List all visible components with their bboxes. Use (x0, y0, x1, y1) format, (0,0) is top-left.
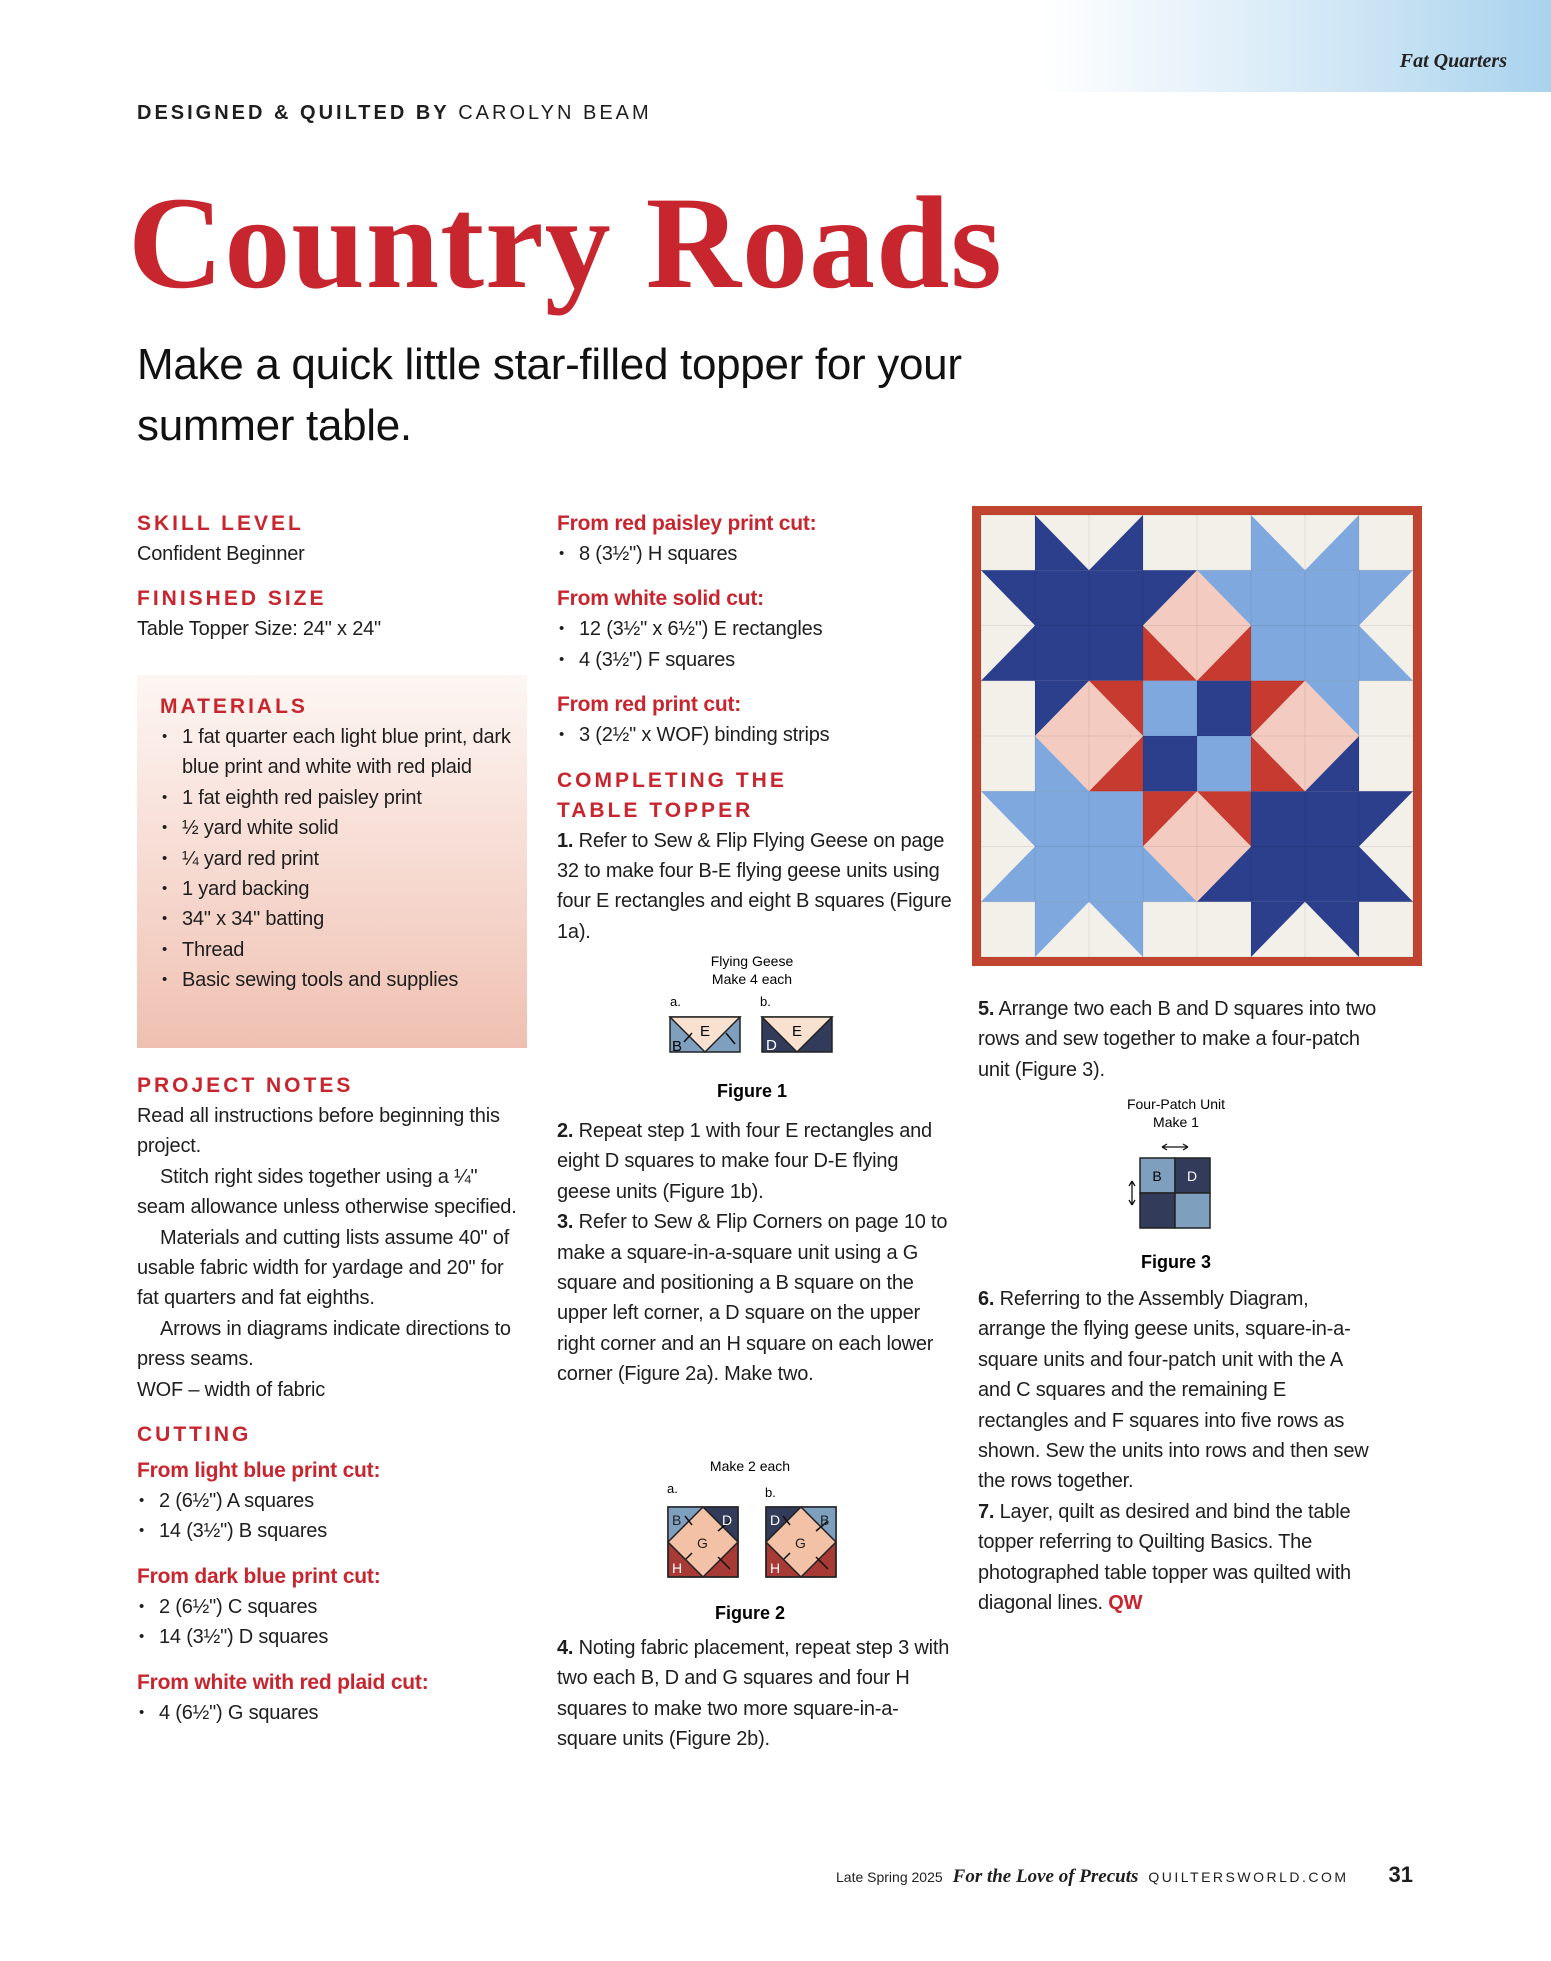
four-patch-square (1197, 681, 1251, 736)
cutting-item: • 4 (3½") F squares (557, 645, 957, 675)
note-paragraph: Materials and cutting lists assume 40" of usable fabric width for yardage and 20" for fat quarters and fat eighths. (137, 1226, 510, 1310)
cutting-item: • 2 (6½") C squares (137, 1592, 529, 1622)
square-in-square-b (766, 1507, 836, 1577)
step-text: Layer, quilt as desired and bind the table topper referring to Quilting Basics. The photographed table topper was quilted with diagonal lines. (978, 1500, 1351, 1615)
byline-label: DESIGNED & QUILTED BY (137, 102, 450, 124)
end-mark: QW (1108, 1592, 1143, 1615)
step-text: Refer to Sew & Flip Corners on page 10 to make a square-in-a-square unit using a G square and positioning a B square on the upper left corner, a D square on the upper right corner and an H square on each lower corner (Figure 2a). Make two. (557, 1211, 948, 1386)
figure-3-title: Four-Patch Unit (1126, 1096, 1226, 1112)
label-d: D (770, 1512, 781, 1528)
figure-2a-label: a. (667, 1481, 678, 1496)
cutting-item: • 14 (3½") D squares (137, 1622, 529, 1652)
figure-1-title: Flying Geese (710, 953, 794, 969)
cutting-group-title: From white with red plaid cut: (137, 1670, 429, 1694)
step-2 (557, 1116, 957, 1207)
figure-2-subtitle: Make 2 each (709, 1458, 791, 1474)
label-e: E (699, 1023, 711, 1040)
note-paragraph: Arrows in diagrams indicate directions to press seams. (137, 1317, 511, 1371)
cutting-group-title: From white solid cut: (557, 587, 764, 611)
label-d: D (766, 1037, 777, 1054)
heading-line: COMPLETING THE (557, 768, 787, 792)
article-subtitle (137, 334, 962, 456)
square-in-square-a (668, 1507, 738, 1577)
label-h: H (672, 1560, 683, 1576)
material-item: • 1 fat eighth red paisley print (160, 783, 515, 813)
four-patch-square (1143, 681, 1197, 736)
completing-heading (557, 766, 957, 826)
column-2-middle (557, 1116, 957, 1390)
column-3 (978, 994, 1378, 1085)
materials-list (160, 722, 515, 996)
figure-1 (600, 948, 900, 1108)
material-item: • ¼ yard red print (160, 844, 515, 874)
figure-3-subtitle: Make 1 (1153, 1114, 1199, 1130)
material-item: • 1 yard backing (160, 874, 515, 904)
figure-1a-label: a. (670, 994, 681, 1009)
step-7 (978, 1497, 1378, 1619)
skill-text: Confident Beginner (137, 543, 305, 565)
subtitle-line: Make a quick little star-filled topper for your (137, 340, 962, 389)
label-b: B (1152, 1168, 1162, 1184)
label-b: B (672, 1512, 682, 1528)
footer-site: QUILTERSWORLD.COM (1148, 1869, 1349, 1885)
step-text: Refer to Sew & Flip Flying Geese on page 32 to make four B-E flying geese units using four E rectangles and eight B squares (Figure 1a). (557, 829, 952, 943)
cutting-item: • 12 (3½" x 6½") E rectangles (557, 614, 957, 644)
label-g: G (697, 1535, 708, 1551)
step-1 (557, 826, 957, 948)
size-text: Table Topper Size: 24" x 24" (137, 618, 381, 641)
cutting-item: • 2 (6½") A squares (137, 1486, 529, 1516)
step-number: 4. (557, 1637, 574, 1659)
figure-2b-label: b. (765, 1485, 776, 1500)
step-number: 3. (557, 1211, 574, 1234)
skill-heading: SKILL LEVEL (137, 512, 304, 535)
step-number: 6. (978, 1288, 995, 1310)
flying-geese-a (670, 1017, 740, 1055)
footer-issue: Late Spring 2025 (836, 1869, 943, 1885)
label-h: H (770, 1560, 781, 1576)
figure-2-caption: Figure 2 (714, 1603, 786, 1623)
figure-3 (1100, 1093, 1260, 1278)
note-paragraph: Read all instructions before beginning this project. (137, 1105, 500, 1158)
label-d: D (722, 1512, 733, 1528)
column-1-lower (137, 1071, 529, 1728)
step-text: Arrange two each B and D squares into two rows and sew together to make a four-patch unit (Figure 3). (978, 998, 1377, 1081)
cutting-list (557, 720, 957, 750)
byline-name: CAROLYN BEAM (458, 102, 652, 124)
figure-1-caption: Figure 1 (716, 1081, 788, 1101)
material-item: • 34" x 34" batting (160, 904, 515, 934)
flying-geese-b (762, 1017, 832, 1054)
label-d: D (1186, 1168, 1198, 1184)
material-item: • 1 fat quarter each light blue print, dark blue print and white with red plaid (160, 722, 515, 783)
page-footer (836, 1862, 1413, 1888)
cutting-group-title: From red paisley print cut: (557, 512, 817, 535)
cutting-list (137, 1592, 529, 1653)
cutting-list (557, 539, 957, 569)
cutting-item: • 3 (2½" x WOF) binding strips (557, 720, 957, 750)
step-6 (978, 1284, 1378, 1497)
cutting-groups-right (557, 509, 957, 751)
cutting-groups-left (137, 1456, 529, 1728)
vertical-press-arrow-icon (1129, 1181, 1135, 1205)
column-1 (137, 509, 529, 645)
heading-line: TABLE TOPPER (557, 798, 754, 822)
label-b: B (672, 1038, 683, 1055)
note-paragraph: WOF – width of fabric (137, 1378, 326, 1401)
size-heading: FINISHED SIZE (137, 587, 327, 611)
four-patch-square (1197, 736, 1251, 791)
cutting-heading: CUTTING (137, 1423, 252, 1447)
cutting-item: • 8 (3½") H squares (557, 539, 957, 569)
header-banner (1040, 0, 1551, 92)
cutting-list (137, 1698, 529, 1728)
figure-3-caption: Figure 3 (1140, 1252, 1212, 1272)
notes-heading: PROJECT NOTES (137, 1074, 354, 1097)
material-item: • ½ yard white solid (160, 813, 515, 843)
cutting-group-title: From light blue print cut: (137, 1459, 381, 1483)
cutting-group-title: From red print cut: (557, 693, 742, 717)
materials-box (137, 675, 527, 1048)
cutting-item: • 4 (6½") G squares (137, 1698, 529, 1728)
column-3-lower (978, 1284, 1378, 1618)
cutting-item: • 14 (3½") B squares (137, 1516, 529, 1546)
material-item: • Basic sewing tools and supplies (160, 965, 515, 995)
label-e: E (791, 1023, 803, 1040)
step-number: 1. (557, 829, 574, 852)
article-title: Country Roads (128, 169, 1003, 316)
materials-heading: MATERIALS (160, 695, 308, 718)
step-text: Noting fabric placement, repeat step 3 with two each B, D and G squares and four H squares to make two more square-in-a-square units (Figure 2b). (557, 1637, 950, 1751)
figure-2 (640, 1455, 860, 1625)
figure-1-subtitle: Make 4 each (711, 971, 793, 987)
horizontal-press-arrow-icon (1162, 1144, 1188, 1150)
column-2-lower (557, 1633, 957, 1755)
step-number: 7. (978, 1500, 995, 1523)
subtitle-line: summer table. (137, 401, 412, 450)
step-5 (978, 994, 1378, 1085)
figure-1b-label: b. (760, 994, 771, 1009)
step-number: 2. (557, 1120, 574, 1142)
cutting-group-title: From dark blue print cut: (137, 1564, 381, 1588)
byline (137, 102, 652, 125)
step-text: Repeat step 1 with four E rectangles and eight D squares to make four D-E flying geese units (Figure 1b). (557, 1120, 932, 1203)
column-2 (557, 509, 957, 947)
material-item: • Thread (160, 935, 515, 965)
footer-magazine: For the Love of Precuts (952, 1866, 1139, 1887)
cutting-list (137, 1486, 529, 1547)
step-3 (557, 1207, 957, 1389)
section-tag: Fat Quarters (1399, 50, 1507, 72)
step-text: Referring to the Assembly Diagram, arrange the flying geese units, square-in-a-square units and four-patch unit with the A and C squares and the remaining E rectangles and F squares into five rows as shown. Sew the units into rows and then sew the rows together. (978, 1288, 1369, 1493)
step-number: 5. (978, 998, 995, 1020)
four-patch-square (1143, 736, 1197, 791)
quilt-photo (972, 506, 1422, 966)
page-number: 31 (1388, 1862, 1414, 1887)
label-g: G (795, 1535, 806, 1551)
label-b: B (820, 1512, 830, 1528)
step-4 (557, 1633, 957, 1755)
note-paragraph: Stitch right sides together using a ¼" seam allowance unless otherwise specified. (137, 1165, 517, 1219)
cutting-list (557, 614, 957, 675)
